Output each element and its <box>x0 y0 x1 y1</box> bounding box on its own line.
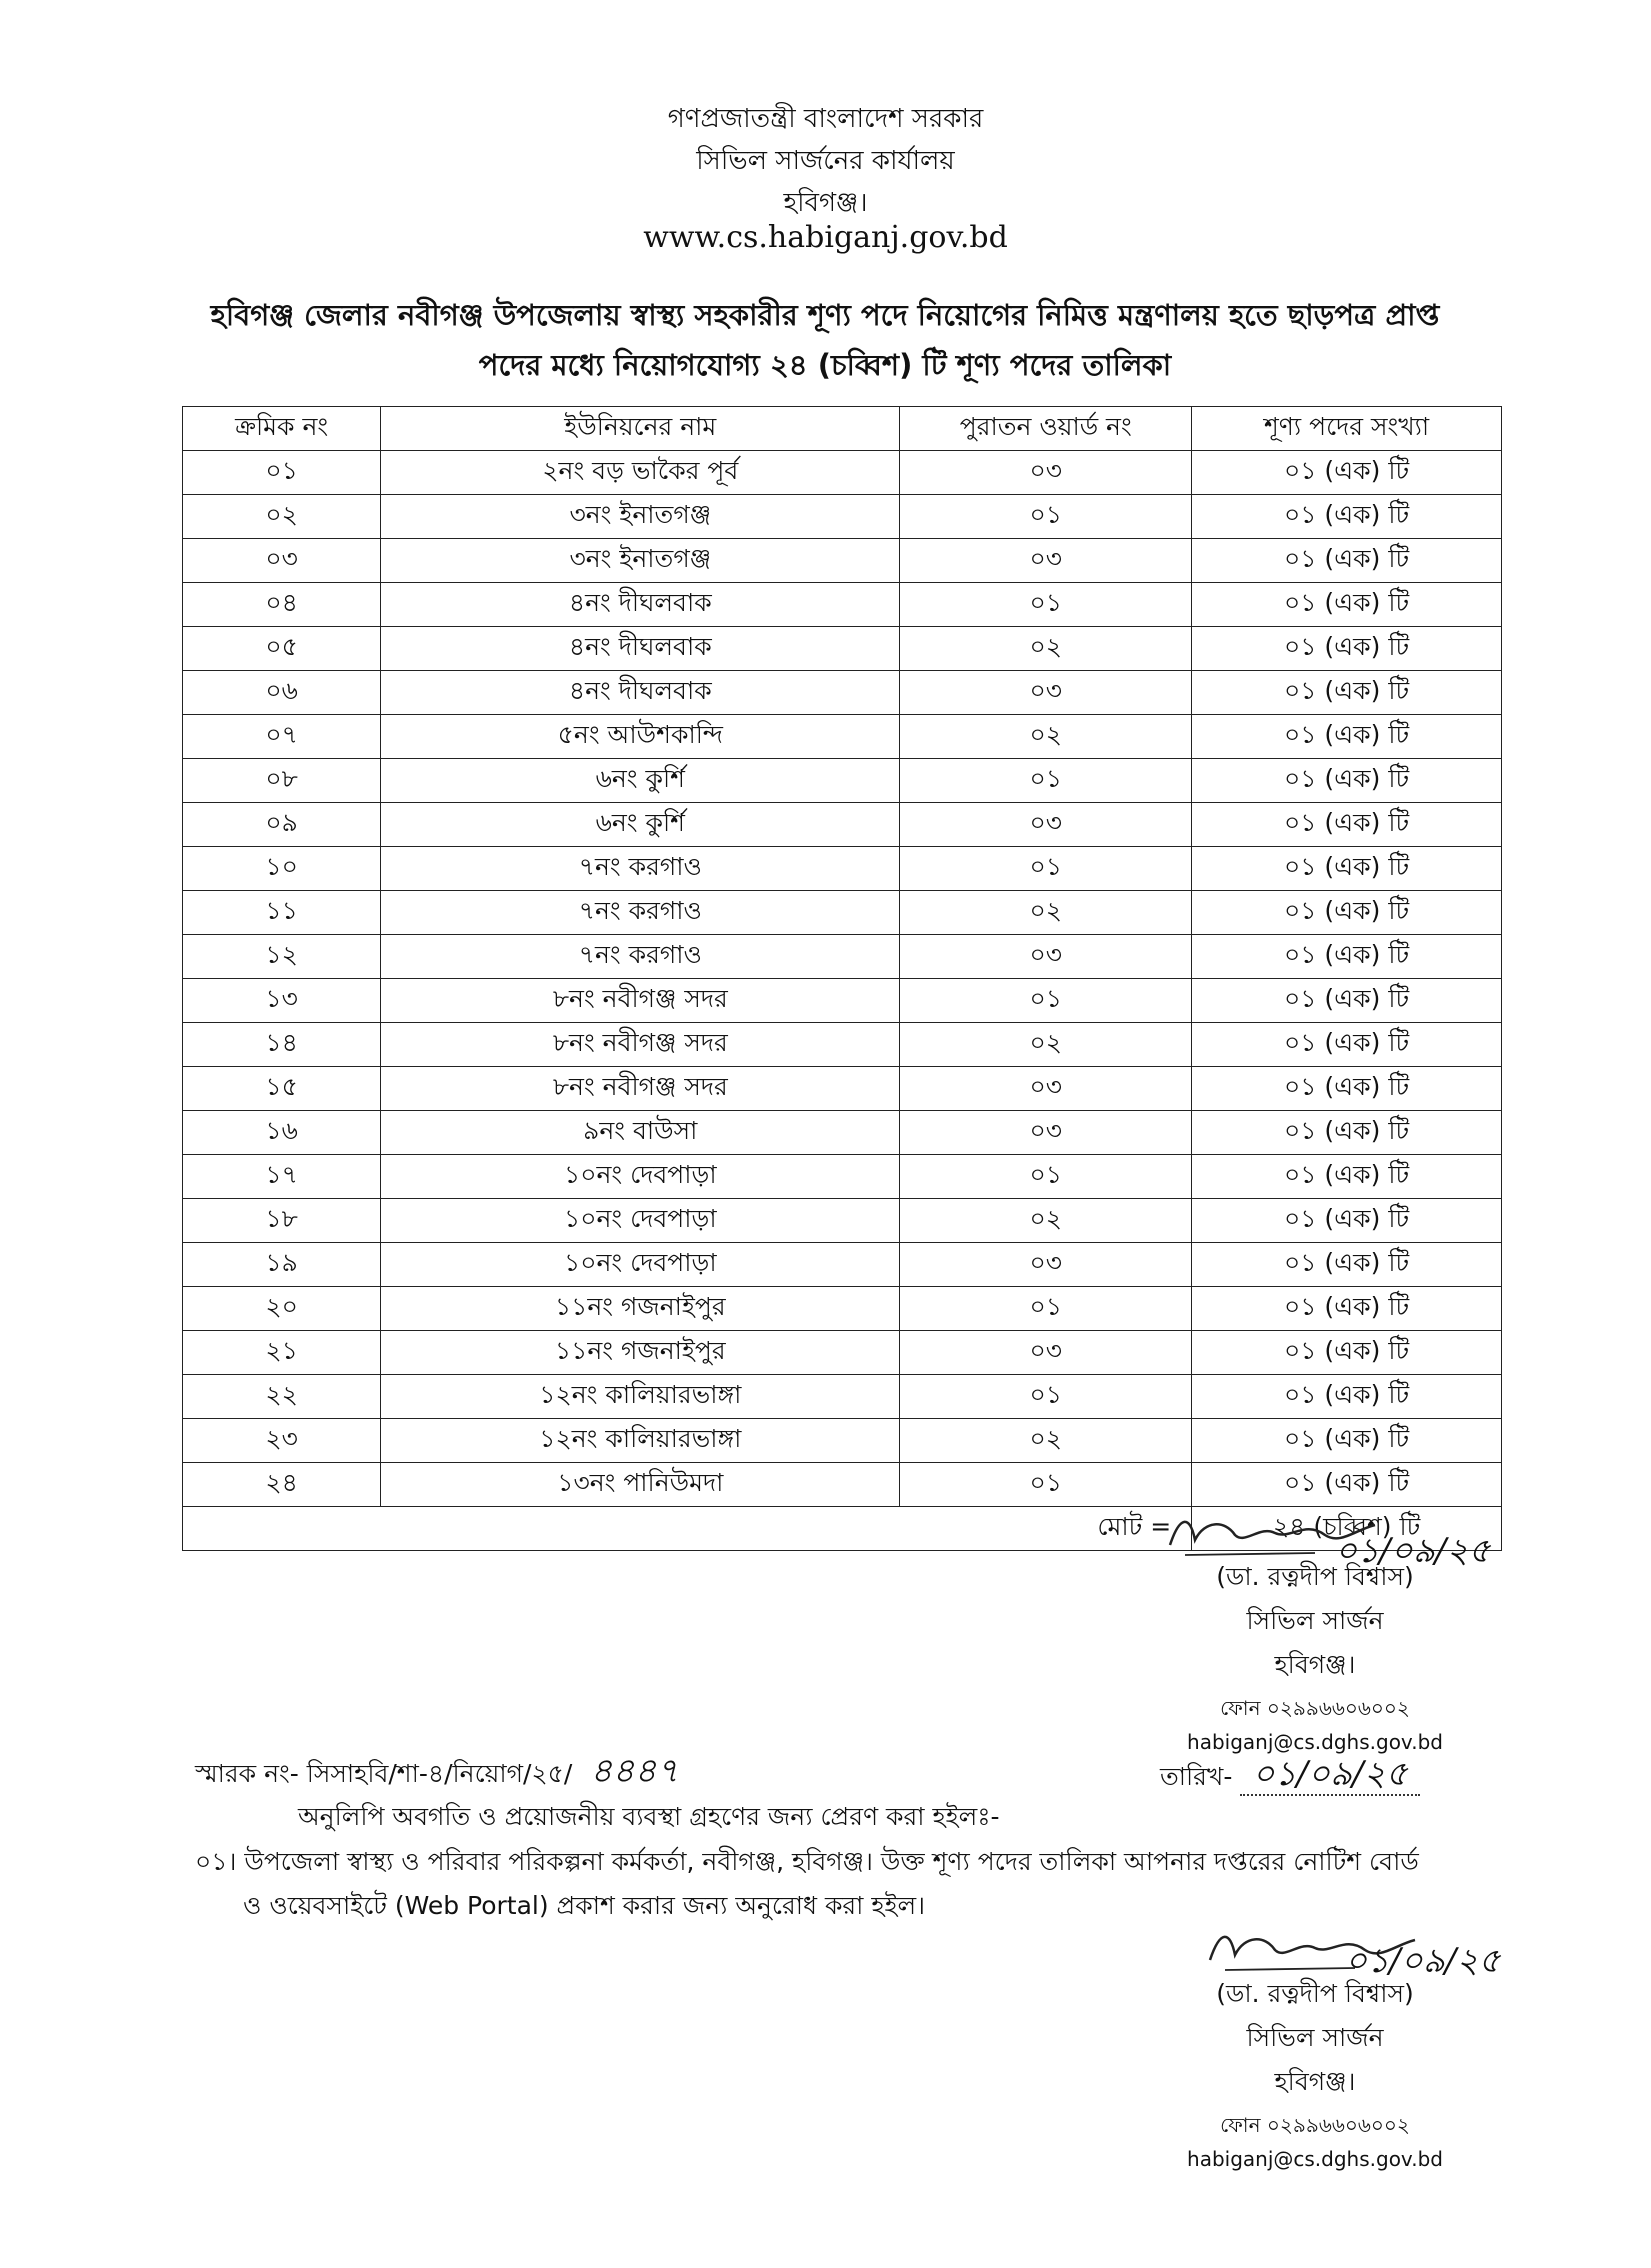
cell-serial: ২৩ <box>183 1419 381 1463</box>
cell-vacancy: ০১ (এক) টি <box>1192 671 1502 715</box>
cell-ward: ০১ <box>900 1287 1192 1331</box>
cell-ward: ০২ <box>900 1199 1192 1243</box>
table-row <box>183 583 1502 627</box>
cell-vacancy: ০১ (এক) টি <box>1192 539 1502 583</box>
table-row <box>183 1199 1502 1243</box>
cell-vacancy: ০১ (এক) টি <box>1192 1023 1502 1067</box>
memo-line <box>195 1745 679 1802</box>
office-location: হবিগঞ্জ। <box>783 188 868 218</box>
cell-vacancy: ০১ (এক) টি <box>1192 847 1502 891</box>
signature-date-2: ০১/০৯/২৫ <box>1345 1941 1501 1981</box>
signatory-place-2: হবিগঞ্জ। <box>1274 2067 1356 2096</box>
total-value: ২৪ (চব্বিশ) টি <box>1192 1507 1502 1551</box>
table-row <box>183 759 1502 803</box>
cell-union: ৬নং কুর্শি <box>381 759 900 803</box>
signature-block-2 <box>1135 1972 1495 2176</box>
cell-vacancy: ০১ (এক) টি <box>1192 1111 1502 1155</box>
signatory-phone: ফোন ০২৯৯৬৬০৬০০২ <box>1220 1696 1410 1720</box>
cell-serial: ২০ <box>183 1287 381 1331</box>
table-row <box>183 1463 1502 1507</box>
table-row <box>183 891 1502 935</box>
cell-vacancy: ০১ (এক) টি <box>1192 1375 1502 1419</box>
table-row <box>183 979 1502 1023</box>
header-union: ইউনিয়নের নাম <box>381 407 900 451</box>
cell-vacancy: ০১ (এক) টি <box>1192 979 1502 1023</box>
cell-serial: ২২ <box>183 1375 381 1419</box>
signatory-place: হবিগঞ্জ। <box>1274 1650 1356 1679</box>
cell-union: ১০নং দেবপাড়া <box>381 1199 900 1243</box>
cell-vacancy: ০১ (এক) টি <box>1192 1463 1502 1507</box>
cell-ward: ০২ <box>900 891 1192 935</box>
signatory-designation-2: সিভিল সার্জন <box>1246 2023 1384 2052</box>
cell-vacancy: ০১ (এক) টি <box>1192 891 1502 935</box>
office-name: সিভিল সার্জনের কার্যালয় <box>696 146 955 176</box>
signatory-phone-2: ফোন ০২৯৯৬৬০৬০০২ <box>1220 2113 1410 2137</box>
signatory-name: (ডা. রত্নদীপ বিশ্বাস) <box>1216 1562 1414 1591</box>
cell-ward: ০১ <box>900 583 1192 627</box>
cell-ward: ০২ <box>900 715 1192 759</box>
cell-vacancy: ০১ (এক) টি <box>1192 1287 1502 1331</box>
table-row <box>183 539 1502 583</box>
memo-date-label: তারিখ- <box>1160 1762 1233 1791</box>
copy-item-1 <box>195 1840 1535 1928</box>
cell-ward: ০৩ <box>900 935 1192 979</box>
cell-serial: ১০ <box>183 847 381 891</box>
cell-union: ৪নং দীঘলবাক <box>381 671 900 715</box>
cell-vacancy: ০১ (এক) টি <box>1192 1199 1502 1243</box>
cell-serial: ০৭ <box>183 715 381 759</box>
signature-date-1: ০১/০৯/২৫ <box>1335 1531 1491 1571</box>
cell-union: ৭নং করগাও <box>381 847 900 891</box>
cell-ward: ০৩ <box>900 1243 1192 1287</box>
cell-union: ১১নং গজনাইপুর <box>381 1287 900 1331</box>
cell-serial: ০৫ <box>183 627 381 671</box>
cell-union: ৮নং নবীগঞ্জ সদর <box>381 1023 900 1067</box>
cell-vacancy: ০১ (এক) টি <box>1192 627 1502 671</box>
signature-block-1 <box>1135 1555 1495 1759</box>
cell-vacancy: ০১ (এক) টি <box>1192 495 1502 539</box>
table-row <box>183 451 1502 495</box>
table-row <box>183 715 1502 759</box>
memo-label: স্মারক নং- সিসাহবি/শা-৪/নিয়োগ/২৫/ <box>195 1759 573 1788</box>
cell-ward: ০৩ <box>900 539 1192 583</box>
cell-ward: ০৩ <box>900 1331 1192 1375</box>
signatory-email[interactable]: habiganj@cs.dghs.gov.bd <box>1187 1730 1443 1754</box>
table-header-row <box>183 407 1502 451</box>
title-line-2: পদের মধ্যে নিয়োগযোগ্য ২৪ (চব্বিশ) টি শূণ্য পদের তালিকা <box>478 348 1172 382</box>
cell-ward: ০১ <box>900 759 1192 803</box>
cell-serial: ০৩ <box>183 539 381 583</box>
cell-vacancy: ০১ (এক) টি <box>1192 1243 1502 1287</box>
memo-date-value: ০১/০৯/২৫ <box>1240 1754 1419 1796</box>
cell-union: ৮নং নবীগঞ্জ সদর <box>381 1067 900 1111</box>
table-row <box>183 1023 1502 1067</box>
table-row <box>183 495 1502 539</box>
table-row <box>183 671 1502 715</box>
cell-vacancy: ০১ (এক) টি <box>1192 935 1502 979</box>
signatory-designation: সিভিল সার্জন <box>1246 1606 1384 1635</box>
cell-ward: ০১ <box>900 1375 1192 1419</box>
cell-serial: ১৮ <box>183 1199 381 1243</box>
table-row <box>183 1419 1502 1463</box>
cell-union: ২নং বড় ভাকৈর পূর্ব <box>381 451 900 495</box>
cell-ward: ০৩ <box>900 451 1192 495</box>
header-vacancy: শূণ্য পদের সংখ্যা <box>1192 407 1502 451</box>
cell-serial: ০৬ <box>183 671 381 715</box>
cell-serial: ১২ <box>183 935 381 979</box>
cell-ward: ০১ <box>900 495 1192 539</box>
cell-union: ১২নং কালিয়ারভাঙ্গা <box>381 1375 900 1419</box>
cell-serial: ০৯ <box>183 803 381 847</box>
cell-union: ৯নং বাউসা <box>381 1111 900 1155</box>
table-row <box>183 1331 1502 1375</box>
table-row <box>183 627 1502 671</box>
cell-vacancy: ০১ (এক) টি <box>1192 583 1502 627</box>
table-body <box>183 451 1502 1507</box>
cell-vacancy: ০১ (এক) টি <box>1192 1067 1502 1111</box>
cell-union: ৪নং দীঘলবাক <box>381 583 900 627</box>
govt-name: গণপ্রজাতন্ত্রী বাংলাদেশ সরকার <box>667 104 984 134</box>
document-title <box>150 290 1500 390</box>
cell-serial: ০৪ <box>183 583 381 627</box>
cell-union: ১১নং গজনাইপুর <box>381 1331 900 1375</box>
cell-serial: ১৫ <box>183 1067 381 1111</box>
cell-serial: ০২ <box>183 495 381 539</box>
table-row <box>183 935 1502 979</box>
cell-serial: ১৪ <box>183 1023 381 1067</box>
cell-serial: ২১ <box>183 1331 381 1375</box>
cell-ward: ০৩ <box>900 1067 1192 1111</box>
cell-serial: ২৪ <box>183 1463 381 1507</box>
cell-serial: ১৬ <box>183 1111 381 1155</box>
cell-ward: ০২ <box>900 1419 1192 1463</box>
cell-union: ৭নং করগাও <box>381 935 900 979</box>
memo-date <box>1160 1748 1420 1805</box>
cell-vacancy: ০১ (এক) টি <box>1192 451 1502 495</box>
total-label: মোট = <box>183 1507 1192 1551</box>
cell-union: ৮নং নবীগঞ্জ সদর <box>381 979 900 1023</box>
cell-vacancy: ০১ (এক) টি <box>1192 803 1502 847</box>
cell-serial: ১৭ <box>183 1155 381 1199</box>
cell-serial: ০১ <box>183 451 381 495</box>
copy-intro: অনুলিপি অবগতি ও প্রয়োজনীয় ব্যবস্থা গ্রহণের জন্য প্রেরণ করা হইলঃ- <box>298 1802 1000 1831</box>
cell-union: ৭নং করগাও <box>381 891 900 935</box>
table-row <box>183 1375 1502 1419</box>
cell-union: ১২নং কালিয়ারভাঙ্গা <box>381 1419 900 1463</box>
website-link[interactable]: www.cs.habiganj.gov.bd <box>643 220 1008 255</box>
table-row <box>183 1243 1502 1287</box>
vacancy-table <box>182 406 1502 1551</box>
copy-item-1-line-2: ও ওয়েবসাইটে (Web Portal) প্রকাশ করার জন্য অনুরোধ করা হইল। <box>243 1891 926 1920</box>
table-row <box>183 847 1502 891</box>
table-row <box>183 1155 1502 1199</box>
cell-union: ৩নং ইনাতগঞ্জ <box>381 539 900 583</box>
title-line-1: হবিগঞ্জ জেলার নবীগঞ্জ উপজেলায় স্বাস্থ্য সহকারীর শূণ্য পদে নিয়োগের নিমিত্ত মন্ত্রণালয় হতে ছাড়পত্র প্রাপ্ত <box>210 298 1440 332</box>
cell-serial: ১৯ <box>183 1243 381 1287</box>
cell-ward: ০২ <box>900 627 1192 671</box>
cell-ward: ০১ <box>900 847 1192 891</box>
cell-vacancy: ০১ (এক) টি <box>1192 759 1502 803</box>
cell-ward: ০৩ <box>900 1111 1192 1155</box>
cell-ward: ০১ <box>900 1463 1192 1507</box>
table-row <box>183 1067 1502 1111</box>
cell-union: ৫নং আউশকান্দি <box>381 715 900 759</box>
cell-union: ৩নং ইনাতগঞ্জ <box>381 495 900 539</box>
table-row <box>183 1111 1502 1155</box>
cell-union: ৬নং কুর্শি <box>381 803 900 847</box>
header-serial: ক্রমিক নং <box>183 407 381 451</box>
cell-ward: ০২ <box>900 1023 1192 1067</box>
cell-vacancy: ০১ (এক) টি <box>1192 715 1502 759</box>
cell-vacancy: ০১ (এক) টি <box>1192 1419 1502 1463</box>
cell-union: ৪নং দীঘলবাক <box>381 627 900 671</box>
memo-number: ৪৪৪৭ <box>590 1751 679 1791</box>
cell-vacancy: ০১ (এক) টি <box>1192 1331 1502 1375</box>
cell-ward: ০১ <box>900 979 1192 1023</box>
cell-serial: ১৩ <box>183 979 381 1023</box>
signatory-name-2: (ডা. রত্নদীপ বিশ্বাস) <box>1216 1979 1414 2008</box>
cell-ward: ০১ <box>900 1155 1192 1199</box>
cell-ward: ০৩ <box>900 671 1192 715</box>
table-row <box>183 803 1502 847</box>
cell-ward: ০৩ <box>900 803 1192 847</box>
cell-vacancy: ০১ (এক) টি <box>1192 1155 1502 1199</box>
signatory-email-2[interactable]: habiganj@cs.dghs.gov.bd <box>1187 2147 1443 2171</box>
cell-union: ১৩নং পানিউমদা <box>381 1463 900 1507</box>
cell-union: ১০নং দেবপাড়া <box>381 1155 900 1199</box>
copy-item-1-line-1: ০১। উপজেলা স্বাস্থ্য ও পরিবার পরিকল্পনা কর্মকর্তা, নবীগঞ্জ, হবিগঞ্জ। উক্ত শূণ্য পদের তালিকা আপনার দপ্তরের নোটিশ বোর্ড <box>195 1847 1419 1876</box>
cell-union: ১০নং দেবপাড়া <box>381 1243 900 1287</box>
cell-serial: ০৮ <box>183 759 381 803</box>
table-row <box>183 1287 1502 1331</box>
cell-serial: ১১ <box>183 891 381 935</box>
header-ward: পুরাতন ওয়ার্ড নং <box>900 407 1192 451</box>
